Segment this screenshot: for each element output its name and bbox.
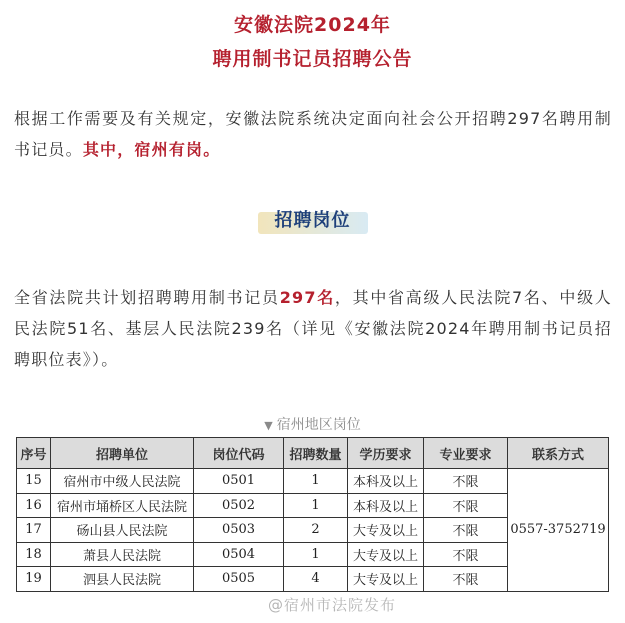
header-cell: 联系方式 bbox=[508, 438, 609, 469]
table-cell: 0502 bbox=[194, 493, 284, 518]
table-cell: 本科及以上 bbox=[348, 493, 424, 518]
caret-down-icon: ▼ bbox=[264, 419, 273, 432]
intro-text: 根据工作需要及有关规定，安徽法院系统决定面向社会公开招聘297名聘用制书记员。 bbox=[14, 109, 612, 159]
table-header-row bbox=[17, 438, 609, 469]
table-cell: 不限 bbox=[424, 469, 508, 494]
table-cell: 泗县人民法院 bbox=[51, 567, 194, 592]
intro-highlight: 其中，宿州有岗。 bbox=[82, 140, 221, 159]
table-cell: 1 bbox=[284, 493, 348, 518]
section-badge-label: 招聘岗位 bbox=[274, 210, 351, 231]
table-cell: 15 bbox=[17, 469, 51, 494]
header-cell: 招聘单位 bbox=[51, 438, 194, 469]
table-cell: 大专及以上 bbox=[348, 567, 424, 592]
table-cell: 0504 bbox=[194, 542, 284, 567]
table-cell: 萧县人民法院 bbox=[51, 542, 194, 567]
table-cell: 18 bbox=[17, 542, 51, 567]
plan-highlight: 297名 bbox=[279, 288, 335, 307]
intro-paragraph bbox=[14, 103, 612, 165]
page-title-line1: 安徽法院2024年 bbox=[234, 14, 391, 36]
table-cell: 不限 bbox=[424, 542, 508, 567]
table-caption bbox=[0, 414, 625, 434]
table-cell: 0503 bbox=[194, 518, 284, 543]
table-row bbox=[17, 469, 609, 494]
table-cell: 4 bbox=[284, 567, 348, 592]
table-cell: 砀山县人民法院 bbox=[51, 518, 194, 543]
header-cell: 岗位代码 bbox=[194, 438, 284, 469]
table-cell: 19 bbox=[17, 567, 51, 592]
table-cell: 16 bbox=[17, 493, 51, 518]
plan-paragraph bbox=[14, 282, 612, 375]
table-cell: 0501 bbox=[194, 469, 284, 494]
table-cell: 宿州市埇桥区人民法院 bbox=[51, 493, 194, 518]
table-cell: 不限 bbox=[424, 567, 508, 592]
table-cell: 大专及以上 bbox=[348, 518, 424, 543]
header-cell: 学历要求 bbox=[348, 438, 424, 469]
table-cell: 2 bbox=[284, 518, 348, 543]
table-cell: 17 bbox=[17, 518, 51, 543]
table-cell: 不限 bbox=[424, 493, 508, 518]
header-cell: 专业要求 bbox=[424, 438, 508, 469]
header-cell: 招聘数量 bbox=[284, 438, 348, 469]
plan-text-before: 全省法院共计划招聘聘用制书记员 bbox=[14, 288, 280, 307]
positions-table bbox=[16, 437, 609, 592]
table-cell: 本科及以上 bbox=[348, 469, 424, 494]
table-cell: 1 bbox=[284, 469, 348, 494]
table-caption-text: 宿州地区岗位 bbox=[276, 417, 361, 433]
table-cell: 宿州市中级人民法院 bbox=[51, 469, 194, 494]
page-title-line2: 聘用制书记员招聘公告 bbox=[212, 48, 413, 70]
table-cell: 1 bbox=[284, 542, 348, 567]
plan-text-after: ，其中省高级人民法院7名、中级人民法院51名、基层人民法院239名（详见《安徽法院2024年聘用制书记员招聘职位表》）。 bbox=[14, 288, 612, 369]
table-cell: 不限 bbox=[424, 518, 508, 543]
section-badge bbox=[0, 200, 625, 244]
table-cell: 0505 bbox=[194, 567, 284, 592]
watermark: @宿州市法院发布 bbox=[268, 596, 397, 614]
table-cell: 大专及以上 bbox=[348, 542, 424, 567]
contact-cell: 0557-3752719 bbox=[508, 469, 609, 592]
header-cell: 序号 bbox=[17, 438, 51, 469]
